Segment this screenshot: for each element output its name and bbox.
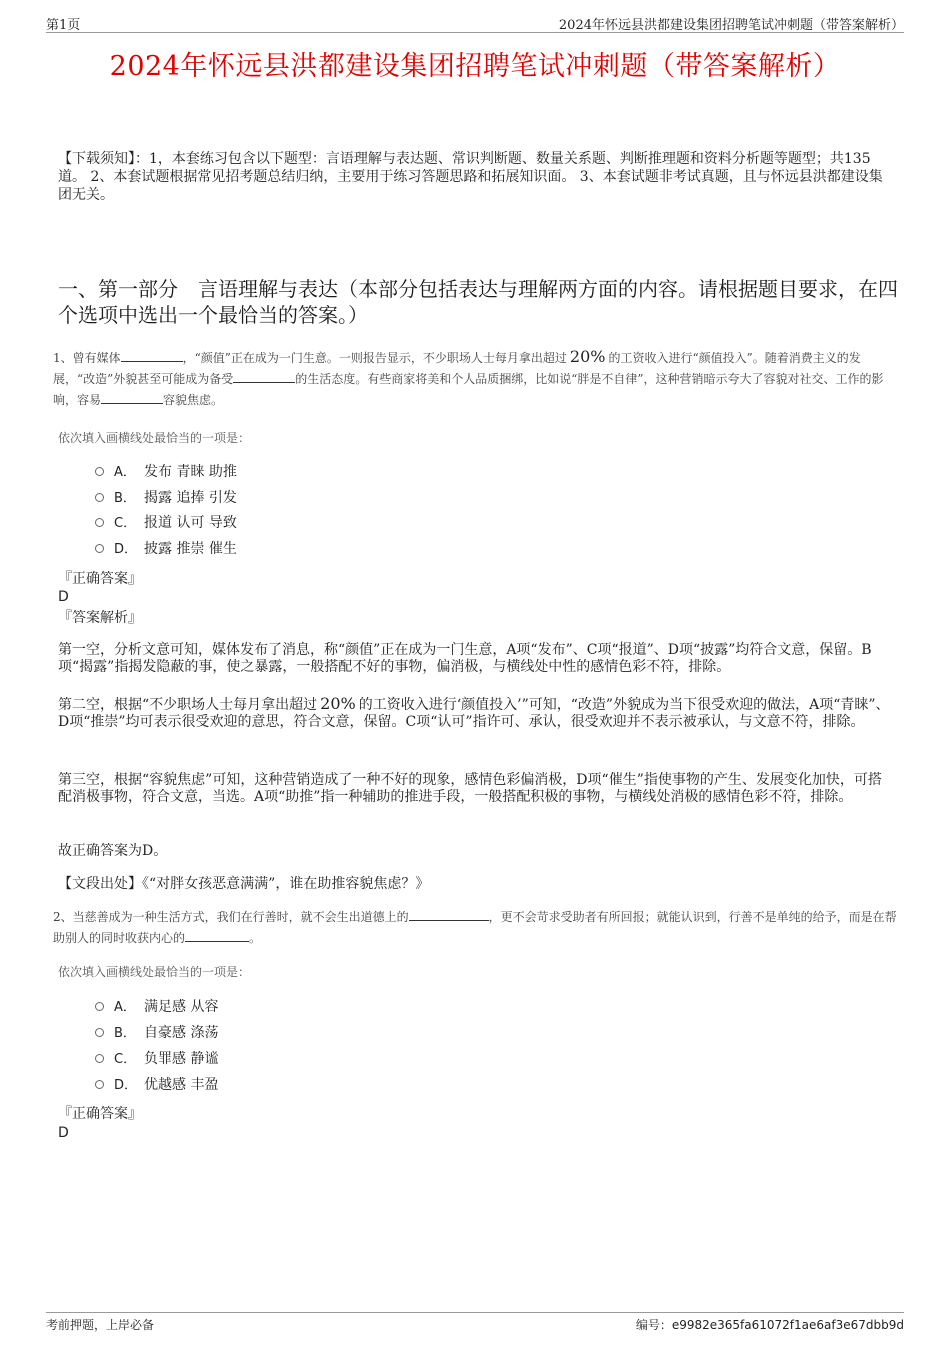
fill-blank (233, 369, 295, 383)
q1-text-2: ，“颜值”正在成为一门生意。一则报告显示，不少职场人士每月拿出超过 (182, 351, 567, 365)
q1-percent: 20% (569, 347, 606, 366)
q2-option-c[interactable]: C． 负罪感 静谧 (95, 1049, 218, 1069)
fill-blank (185, 928, 249, 942)
q1-analysis-1: 第一空，分析文意可知，媒体发布了消息，称“颜值”正在成为一门生意，A项“发布”、C项“报道”、D项“披露”均符合文意，保留。B项“揭露”指揭发隐蔽的事，使之暴露，一般搭配不好的事物，偏消极，与横线处中性的感情色彩不符，排除。 (58, 642, 872, 675)
q2-text-2: ，更不会苛求受助者有所回报；就能认识到，行善不是单纯的给予，而是在帮助别人的同时收获内心的 (53, 910, 897, 945)
q1-analysis-label: 『答案解析』 (58, 610, 142, 626)
page-title: 2024年怀远县洪都建设集团招聘笔试冲刺题（带答案解析） (109, 51, 841, 82)
footer-code: 编号：e9982e365fa61072f1ae6af3e67dbb9d (635, 1318, 904, 1332)
q2-answer-label: 『正确答案』 (58, 1106, 142, 1122)
q1-conclusion: 故正确答案为D。 (58, 843, 168, 859)
q1-analysis-percent: 20% (320, 694, 356, 713)
fill-blank (121, 348, 183, 362)
q1-option-b[interactable]: B． 揭露 追捧 引发 (95, 488, 237, 508)
q2-prompt: 依次填入画横线处最恰当的一项是： (58, 965, 251, 979)
q2-option-a[interactable]: A． 满足感 从容 (95, 997, 218, 1017)
q2-option-b[interactable]: B． 自豪感 涤荡 (95, 1023, 218, 1043)
q1-answer: D (58, 589, 69, 605)
q2-text-1: 2、当慈善成为一种生活方式，我们在行善时，就不会生出道德上的 (53, 910, 409, 924)
footer-slogan: 考前押题，上岸必备 (46, 1318, 155, 1332)
radio-icon[interactable] (95, 1054, 104, 1063)
q2-option-d[interactable]: D． 优越感 丰盈 (95, 1075, 218, 1095)
radio-icon[interactable] (95, 1002, 104, 1011)
q1-answer-label: 『正确答案』 (58, 571, 142, 587)
page-header (46, 14, 904, 33)
q1-text-5: 容貌焦虑。 (163, 393, 224, 407)
page-number: 第1页 (46, 18, 81, 33)
question-1-stem (53, 346, 899, 411)
question-2-stem (53, 907, 899, 949)
fill-blank (101, 390, 163, 404)
q1-option-d[interactable]: D． 披露 推崇 催生 (95, 539, 237, 559)
page-footer (46, 1312, 904, 1333)
q1-text-4: 的生活态度。有些商家将美和个人品质捆绑，比如说“胖是不自律”，这种营销暗示夸大了容貌对社交、工作的影响，容易 (53, 372, 884, 407)
q1-analysis-2: 第二空，根据“不少职场人士每月拿出超过 20% 的工资收入进行‘颜值投入’”可知，“改造”外貌成为当下很受欢迎的做法，A项“青睐”、D项“推崇”均可表示很受欢迎的意思，符合文意，保留。C项“认可”指许可、承认，很受欢迎并不表示被承认，与文意不符，排除。 (58, 694, 890, 730)
q1-prompt: 依次填入画横线处最恰当的一项是： (58, 431, 251, 445)
q2-answer: D (58, 1125, 69, 1141)
radio-icon[interactable] (95, 1028, 104, 1037)
q1-text-3: 的工资收入进行“颜值投入”。随着消费主义的发展，“改造”外貌甚至可能成为备受 (53, 351, 861, 386)
q1-source: 【文段出处】《“对胖女孩恶意满满”，谁在助推容貌焦虑？》 (58, 876, 430, 892)
radio-icon[interactable] (95, 467, 104, 476)
header-doc-title: 2024年怀远县洪都建设集团招聘笔试冲刺题（带答案解析） (558, 18, 904, 33)
q1-text-1: 1、曾有媒体 (53, 351, 121, 365)
q1-option-a[interactable]: A． 发布 青睐 助推 (95, 462, 237, 482)
q1-analysis-3: 第三空，根据“容貌焦虑”可知，这种营销造成了一种不好的现象，感情色彩偏消极，D项“催生”指使事物的产生、发展变化加快，可搭配消极事物，符合文意，当选。A项“助推”指一种辅助的推进手段，一般搭配积极的事物，与横线处消极的感情色彩不符，排除。 (58, 772, 882, 805)
q1-option-c[interactable]: C． 报道 认可 导致 (95, 513, 237, 533)
fill-blank (409, 907, 489, 921)
radio-icon[interactable] (95, 544, 104, 553)
download-notice: 【下载须知】：1，本套练习包含以下题型：言语理解与表达题、常识判断题、数量关系题、判断推理题和资料分析题等题型；共135道。 2、本套试题根据常见招考题总结归纳，主要用于练习答题思路和拓展知识面。 3、本套试题非考试真题，且与怀远县洪都建设集团无关。 (58, 151, 883, 203)
radio-icon[interactable] (95, 1080, 104, 1089)
radio-icon[interactable] (95, 518, 104, 527)
radio-icon[interactable] (95, 493, 104, 502)
q2-text-3: 。 (249, 931, 262, 945)
section-heading: 一、第一部分 言语理解与表达（本部分包括表达与理解两方面的内容。请根据题目要求，在四个选项中选出一个最恰当的答案。） (58, 277, 898, 327)
